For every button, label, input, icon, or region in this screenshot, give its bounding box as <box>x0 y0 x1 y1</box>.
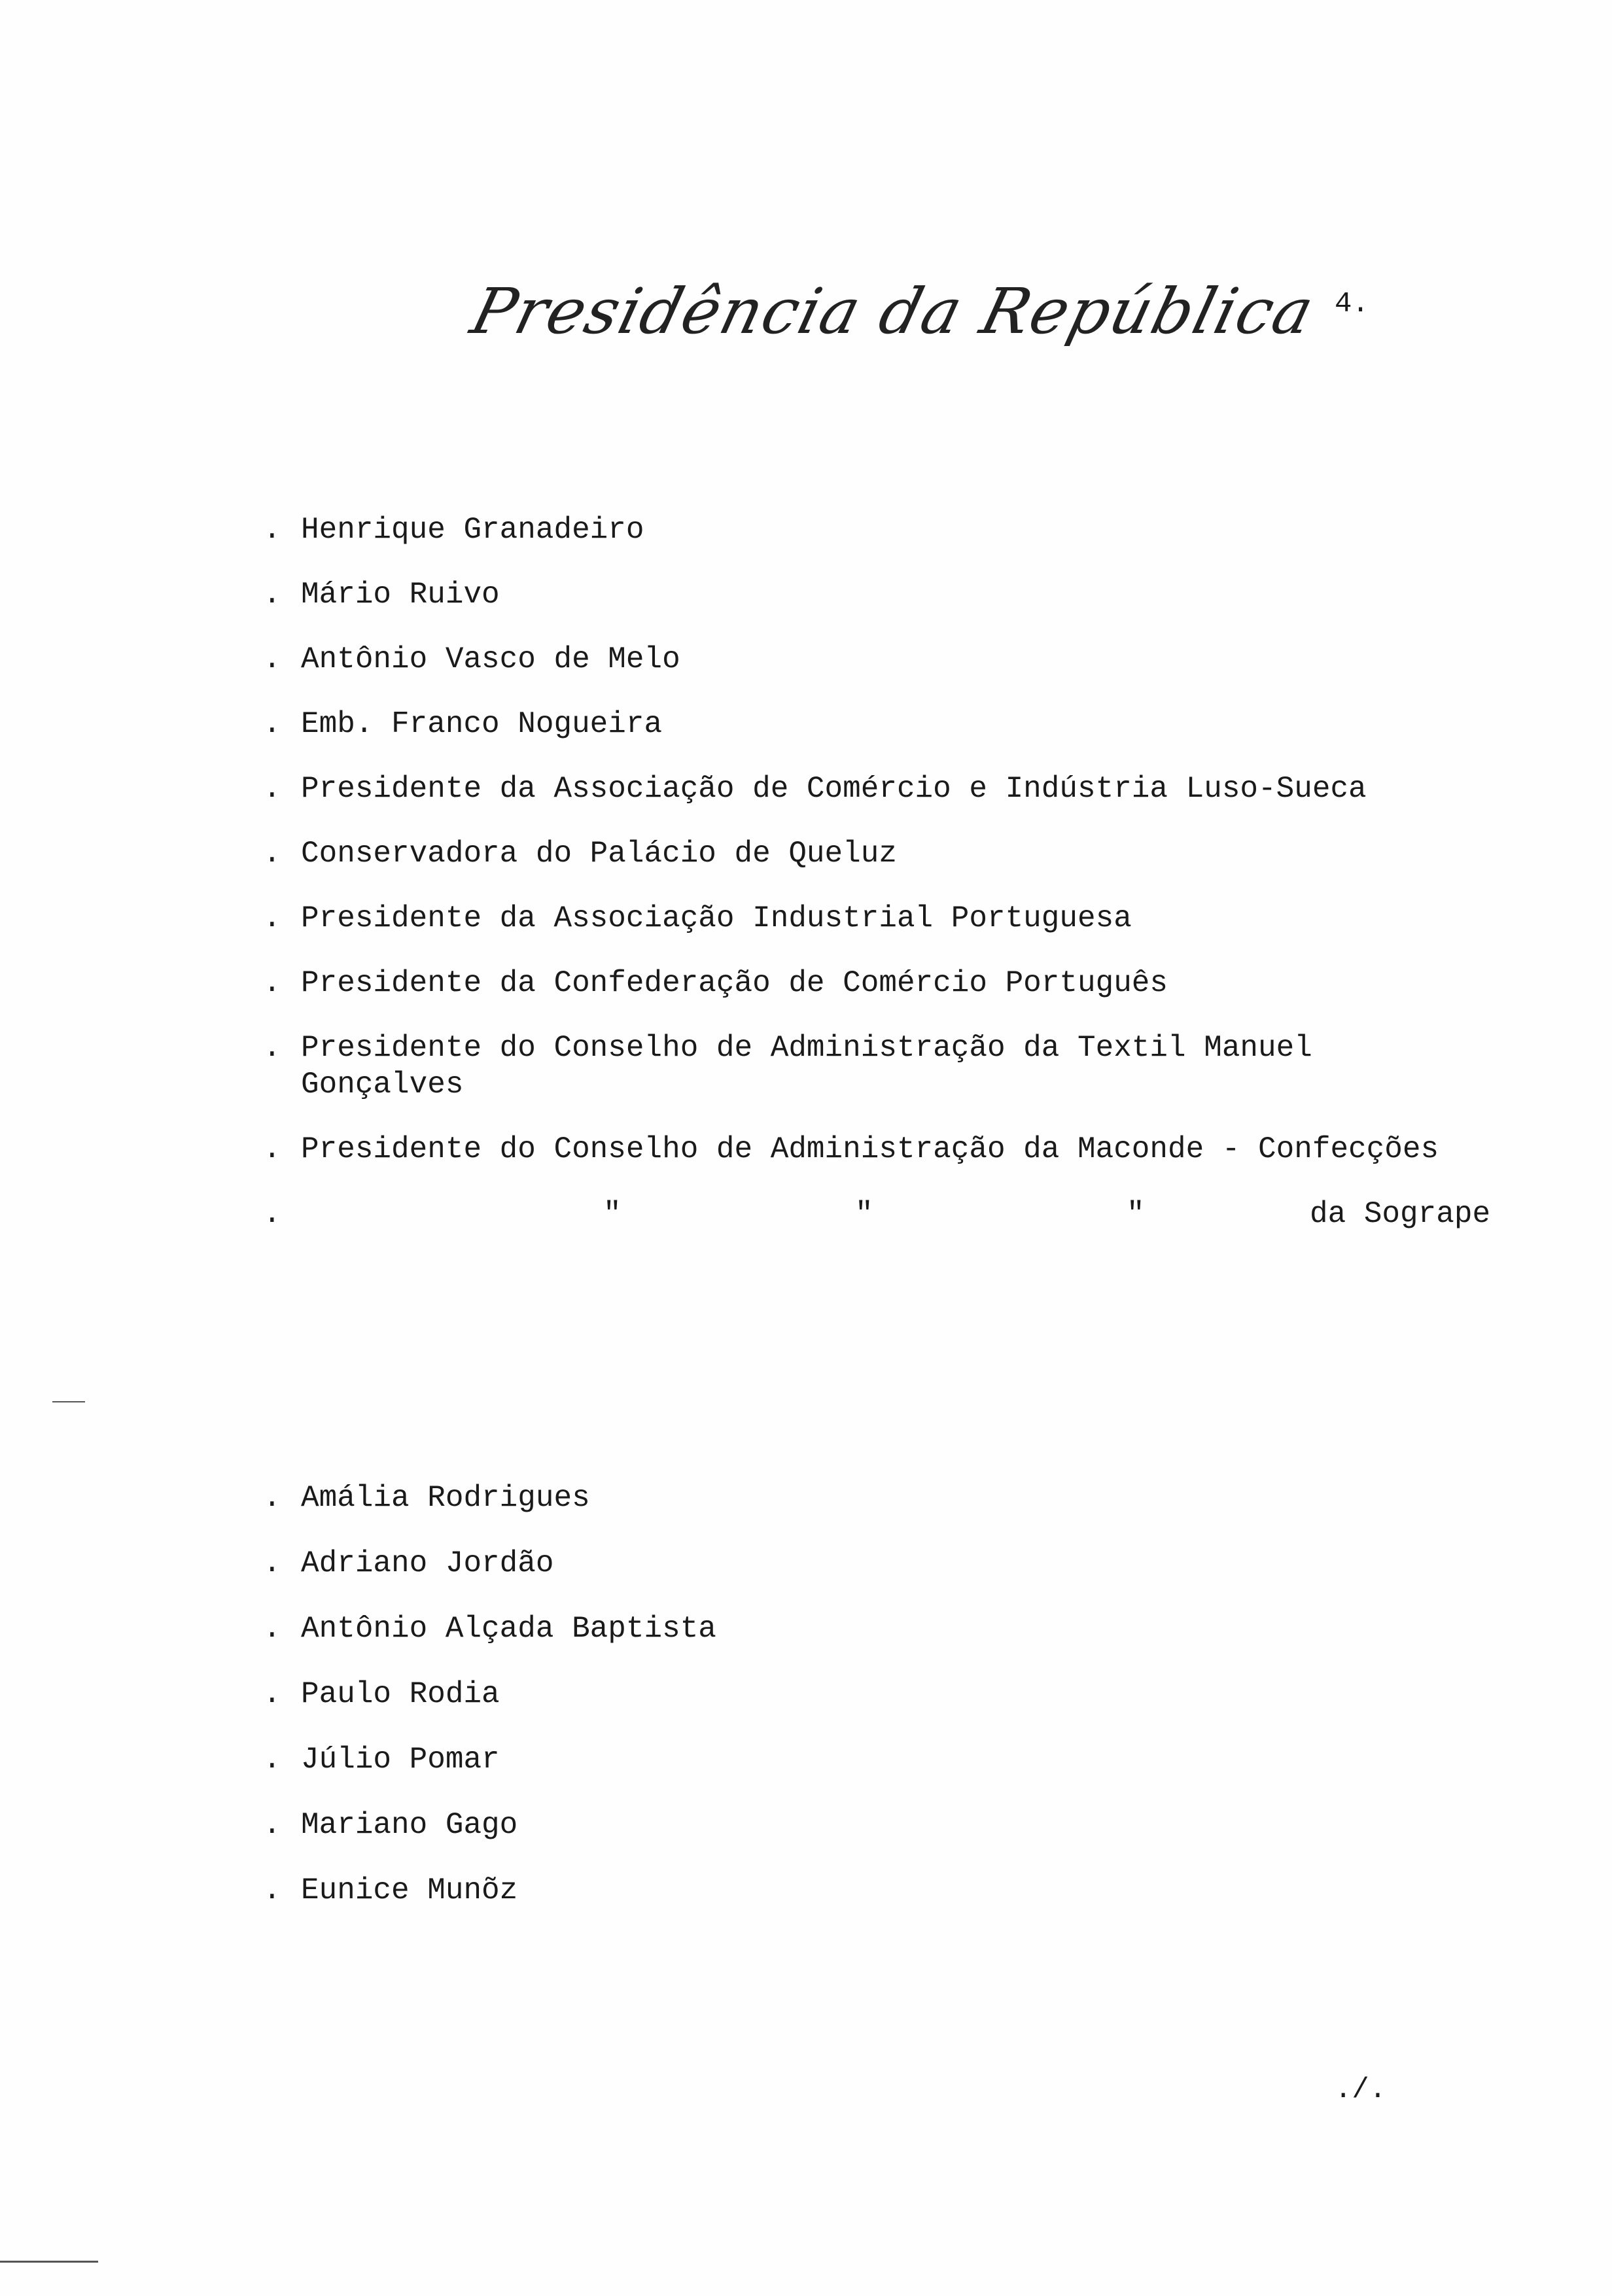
list-bullet: . <box>263 1873 281 1907</box>
list-item-text: Emb. Franco Nogueira <box>301 707 663 741</box>
list-item-text: Mário Ruivo <box>301 578 500 612</box>
list-item <box>263 706 1439 742</box>
list-item <box>263 1131 1439 1168</box>
list-item <box>263 771 1439 807</box>
continuation-mark: ./. <box>1335 2074 1387 2106</box>
list-item-text: Presidente da Confederação de Comércio Português <box>301 966 1168 1000</box>
list-bullet: . <box>263 901 281 935</box>
list-item-text: Amália Rodrigues <box>301 1481 590 1515</box>
scan-edge-mark <box>0 2261 98 2263</box>
list-item <box>263 1480 716 1516</box>
list-item-text: Antônio Alçada Baptista <box>301 1612 716 1646</box>
ditto-bullet: . <box>263 1197 281 1231</box>
list-item-text: Presidente da Associação Industrial Portuguesa <box>301 901 1132 935</box>
list-item <box>263 512 1439 548</box>
list-bullet: . <box>263 1743 281 1777</box>
list-item <box>263 1807 716 1843</box>
list-item <box>263 965 1439 1001</box>
list-bullet: . <box>263 1132 281 1166</box>
letterhead-title: Presidência da República <box>464 275 1322 348</box>
list-bullet: . <box>263 1031 281 1065</box>
list-item <box>263 641 1439 678</box>
ditto-mark: " <box>603 1197 622 1231</box>
list-bullet: . <box>263 1808 281 1842</box>
list-bullet: . <box>263 707 281 741</box>
list-item-text: Presidente da Associação de Comércio e Indústria Luso-Sueca <box>301 772 1367 806</box>
guest-list-second <box>263 1480 716 1938</box>
page-number: 4. <box>1335 288 1369 321</box>
list-item <box>263 1545 716 1582</box>
list-bullet: . <box>263 772 281 806</box>
list-bullet: . <box>263 1546 281 1580</box>
ditto-mark: " <box>855 1197 873 1231</box>
ditto-mark: " <box>1127 1197 1145 1231</box>
list-bullet: . <box>263 1677 281 1711</box>
list-bullet: . <box>263 837 281 871</box>
list-item <box>263 835 1439 872</box>
list-item-text: Henrique Granadeiro <box>301 513 644 547</box>
guest-list-first <box>263 512 1491 1261</box>
list-item-text: Júlio Pomar <box>301 1743 500 1777</box>
scan-edge-mark <box>52 1401 85 1402</box>
list-item <box>263 1676 716 1713</box>
list-bullet: . <box>263 513 281 547</box>
list-item <box>263 900 1439 937</box>
list-item <box>263 1872 716 1909</box>
list-item-text: Presidente do Conselho de Administração da Maconde - Confecções <box>301 1132 1439 1166</box>
list-item-text: Conservadora do Palácio de Queluz <box>301 837 897 871</box>
list-item-text: Presidente do Conselho de Administração da Textil Manuel Gonçalves <box>301 1031 1312 1102</box>
list-item-text: Eunice Munõz <box>301 1873 518 1907</box>
list-bullet: . <box>263 1612 281 1646</box>
ditto-list-item <box>263 1196 1491 1232</box>
list-bullet: . <box>263 1481 281 1515</box>
list-item <box>263 576 1439 613</box>
list-item-text: Mariano Gago <box>301 1808 518 1842</box>
list-item <box>263 1030 1439 1103</box>
list-bullet: . <box>263 966 281 1000</box>
list-bullet: . <box>263 578 281 612</box>
list-item <box>263 1610 716 1647</box>
list-bullet: . <box>263 642 281 676</box>
list-item-text: Paulo Rodia <box>301 1677 500 1711</box>
list-item-text: Adriano Jordão <box>301 1546 554 1580</box>
list-item <box>263 1741 716 1778</box>
ditto-tail-text: da Sogrape <box>1310 1197 1491 1231</box>
list-item-text: Antônio Vasco de Melo <box>301 642 680 676</box>
